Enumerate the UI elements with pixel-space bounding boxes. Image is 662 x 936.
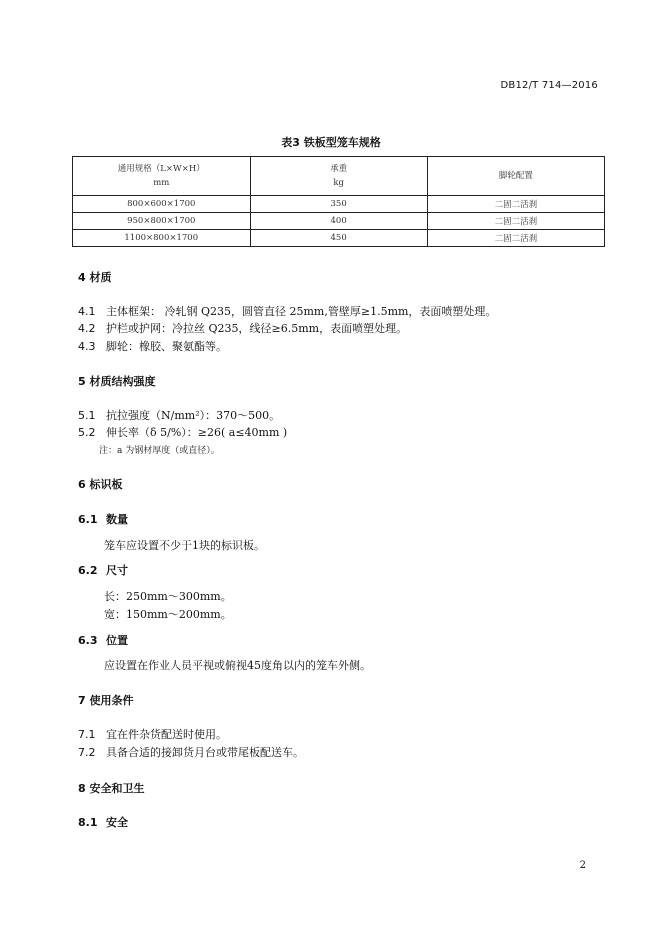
section-title-8: 8 安全和卫生 <box>78 782 145 795</box>
table-cell: 1100×800×1700 <box>73 230 251 247</box>
document-code: DB12/T 714—2016 <box>500 80 598 91</box>
section-title-6: 6 标识板 <box>78 478 123 491</box>
subsection-number: 8.1 <box>78 816 98 829</box>
table-cell: 二固二活刹 <box>427 213 604 230</box>
table-header-row <box>73 157 605 196</box>
subsection-number: 6.2 <box>78 564 98 577</box>
paragraph: 应设置在作业人员平视或俯视45度角以内的笼车外侧。 <box>104 659 371 672</box>
list-item <box>78 320 407 336</box>
section-title-4: 4 材质 <box>78 271 112 284</box>
subsection-label: 尺寸 <box>106 564 128 577</box>
header-unit: kg <box>333 178 344 188</box>
table-cell: 350 <box>250 196 427 213</box>
header-unit: mm <box>153 178 170 188</box>
item-text: 主体框架： 冷轧钢 Q235，圆管直径 25mm,管壁厚≥1.5mm，表面喷塑处理。 <box>106 305 497 318</box>
table-cell: 450 <box>250 230 427 247</box>
subsection-title <box>78 562 128 578</box>
table-caption: 表3 铁板型笼车规格 <box>281 136 381 149</box>
table-cell: 二固二活刹 <box>427 196 604 213</box>
table-cell: 二固二活刹 <box>427 230 604 247</box>
subsection-title <box>78 632 128 648</box>
section-title-5: 5 材质结构强度 <box>78 375 156 388</box>
subsection-number: 6.3 <box>78 634 98 647</box>
item-text: 脚轮：橡胶、聚氨酯等。 <box>106 340 227 353</box>
table-cell: 950×800×1700 <box>73 213 251 230</box>
page-number: 2 <box>579 860 586 871</box>
item-text: 护栏或护网：冷拉丝 Q235，线径≥6.5mm，表面喷塑处理。 <box>106 322 408 335</box>
list-item <box>78 726 227 742</box>
item-number: 4.3 <box>78 340 96 353</box>
list-item <box>78 303 496 319</box>
table-cell: 800×600×1700 <box>73 196 251 213</box>
list-item <box>78 407 280 423</box>
table-row <box>73 230 605 247</box>
header-line: 承重 <box>330 164 348 174</box>
note-text: 注：a 为钢材厚度（或直径）。 <box>99 446 220 456</box>
header-line: 脚轮配置 <box>498 171 533 181</box>
table-row <box>73 213 605 230</box>
spec-table <box>72 156 605 247</box>
header-line: 通用规格（L×W×H） <box>117 164 205 174</box>
item-text: 宜在件杂货配送时使用。 <box>106 728 227 741</box>
item-number: 4.2 <box>78 322 96 335</box>
item-number: 7.1 <box>78 728 96 741</box>
table-header-cell <box>427 157 604 196</box>
subsection-label: 位置 <box>106 634 128 647</box>
subsection-title <box>78 814 128 830</box>
section-title-7: 7 使用条件 <box>78 694 134 707</box>
subsection-label: 数量 <box>106 513 128 526</box>
list-item <box>78 744 304 760</box>
table-row <box>73 196 605 213</box>
paragraph: 长：250mm～300mm。 <box>104 590 232 603</box>
subsection-title <box>78 511 128 527</box>
item-text: 抗拉强度（N/mm²）：370～500。 <box>106 409 281 422</box>
table-cell: 400 <box>250 213 427 230</box>
item-text: 具备合适的接卸货月台或带尾板配送车。 <box>106 746 304 759</box>
item-number: 5.1 <box>78 409 96 422</box>
subsection-number: 6.1 <box>78 513 98 526</box>
item-number: 4.1 <box>78 305 96 318</box>
item-number: 7.2 <box>78 746 96 759</box>
list-item <box>78 338 227 354</box>
item-text: 伸长率（δ 5/%）：≥26( a≤40mm ) <box>106 426 288 439</box>
paragraph: 笼车应设置不少于1块的标识板。 <box>104 539 265 552</box>
item-number: 5.2 <box>78 426 96 439</box>
table-header-cell <box>73 157 251 196</box>
list-item <box>78 424 287 440</box>
paragraph: 宽：150mm～200mm。 <box>104 608 232 621</box>
table-header-cell <box>250 157 427 196</box>
subsection-label: 安全 <box>106 816 128 829</box>
